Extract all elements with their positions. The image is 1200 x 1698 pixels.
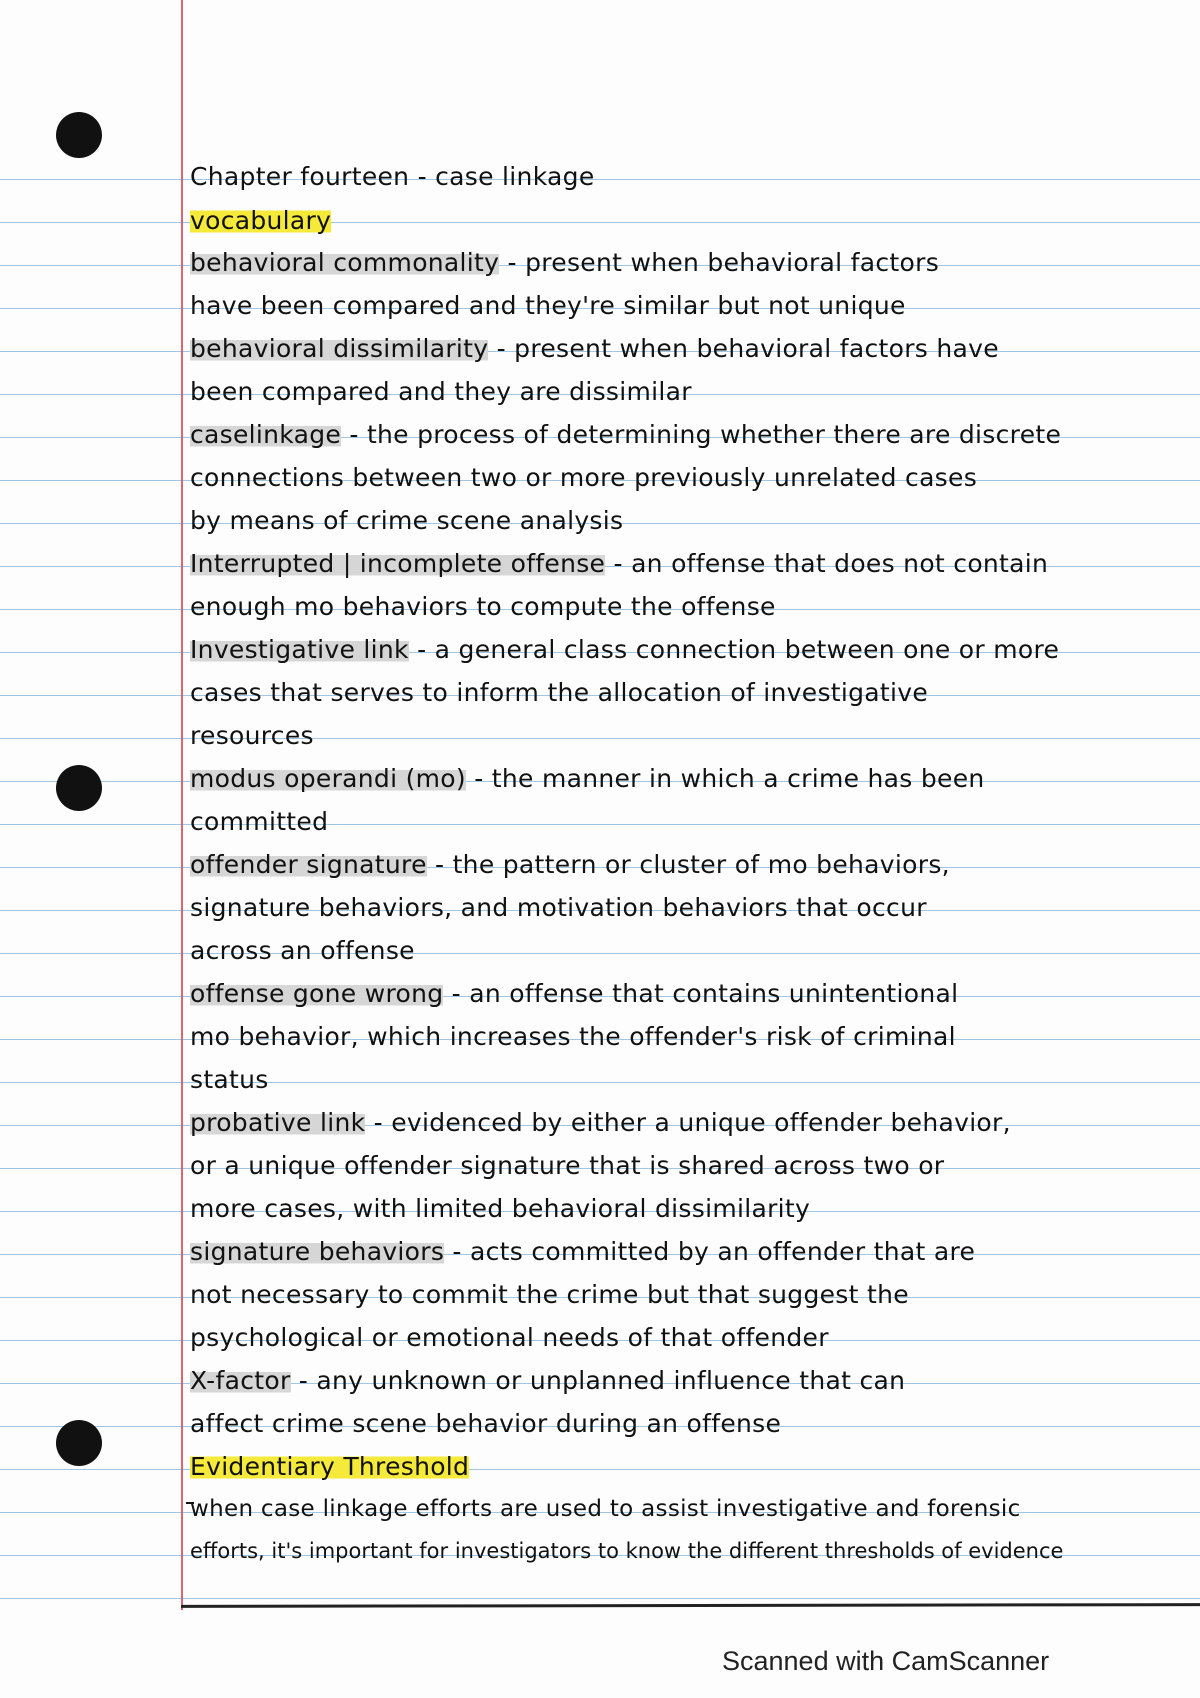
page-title: Chapter fourteen - case linkage [190,162,595,191]
entry-line: by means of crime scene analysis [190,506,624,535]
vocab-term: offense gone wrong [190,979,444,1008]
ruled-line [0,1598,1200,1599]
entry-line: cases that serves to inform the allocation of investigative [190,678,929,707]
vocab-definition: - present when behavioral factors [499,248,940,277]
vocab-definition: - an offense that contains unintentional [443,979,959,1008]
vocabulary-heading: vocabulary [190,206,332,235]
entry-line: enough mo behaviors to compute the offense [190,592,776,621]
vocab-term: Interrupted | incomplete offense [190,549,606,578]
entry-line: or a unique offender signature that is shared across two or [190,1151,945,1180]
entry-line: mo behavior, which increases the offender's risk of criminal [190,1022,956,1051]
margin-line [181,0,183,1610]
entry-line: committed [190,807,329,836]
entry-line [190,549,1048,578]
entry-line: more cases, with limited behavioral dissimilarity [190,1194,811,1223]
entry-line: signature behaviors, and motivation behaviors that occur [190,893,927,922]
vocab-definition: - any unknown or unplanned influence that can [290,1366,906,1395]
entry-line [190,764,985,793]
binder-hole-middle [56,765,102,811]
entry-line [190,334,999,363]
vocab-definition: - a general class connection between one or more [408,635,1060,664]
ruled-line [0,1082,1200,1083]
paragraph-line: when case linkage efforts are used to assist investigative and forensic [190,1496,1021,1522]
evidentiary-threshold-heading: Evidentiary Threshold [190,1452,470,1481]
ruled-line [0,1469,1200,1470]
vocab-term: probative link [190,1108,366,1137]
entry-line: psychological or emotional needs of that offender [190,1323,829,1352]
ruled-line [0,179,1200,180]
vocab-definition: - the pattern or cluster of mo behaviors, [426,850,950,879]
ruled-line [0,824,1200,825]
ruled-line [0,222,1200,223]
entry-line: not necessary to commit the crime but that suggest the [190,1280,909,1309]
vocab-term: behavioral commonality [190,248,500,277]
vocab-definition: - the manner in which a crime has been [465,764,985,793]
vocab-definition: - present when behavioral factors have [488,334,999,363]
vocab-term: X-factor [190,1366,291,1395]
vocab-definition: - evidenced by either a unique offender behavior, [365,1108,1011,1137]
entry-line [190,850,950,879]
vocab-definition: - the process of determining whether there are discrete [341,420,1062,449]
vocab-term: offender signature [190,850,427,879]
entry-line: status [190,1065,269,1094]
vocab-term: behavioral dissimilarity [190,334,489,363]
entry-line [190,1366,905,1395]
vocab-definition: - an offense that does not contain [605,549,1049,578]
entry-line [190,248,939,277]
entry-line: resources [190,721,314,750]
paragraph-line: efforts, it's important for investigators to know the different thresholds of evidence [190,1539,1064,1563]
entry-line: connections between two or more previously unrelated cases [190,463,978,492]
vocab-term: Investigative link [190,635,409,664]
binder-hole-top [56,112,102,158]
entry-line [190,635,1059,664]
ruled-line [0,953,1200,954]
entry-line: have been compared and they're similar but not unique [190,291,906,320]
entry-line [190,1108,1011,1137]
vocab-term: signature behaviors [190,1237,445,1266]
entry-line: affect crime scene behavior during an offense [190,1409,782,1438]
entry-line: across an offense [190,936,415,965]
binder-hole-bottom [56,1420,102,1466]
vocab-term: modus operandi (mo) [190,764,466,793]
entry-line [190,979,958,1008]
vocab-term: caselinkage [190,420,342,449]
entry-line [190,1237,975,1266]
vocab-definition: - acts committed by an offender that are [444,1237,976,1266]
entry-line: been compared and they are dissimilar [190,377,692,406]
entry-line [190,420,1061,449]
camscanner-watermark: Scanned with CamScanner [722,1646,1050,1676]
ruled-line [0,738,1200,739]
